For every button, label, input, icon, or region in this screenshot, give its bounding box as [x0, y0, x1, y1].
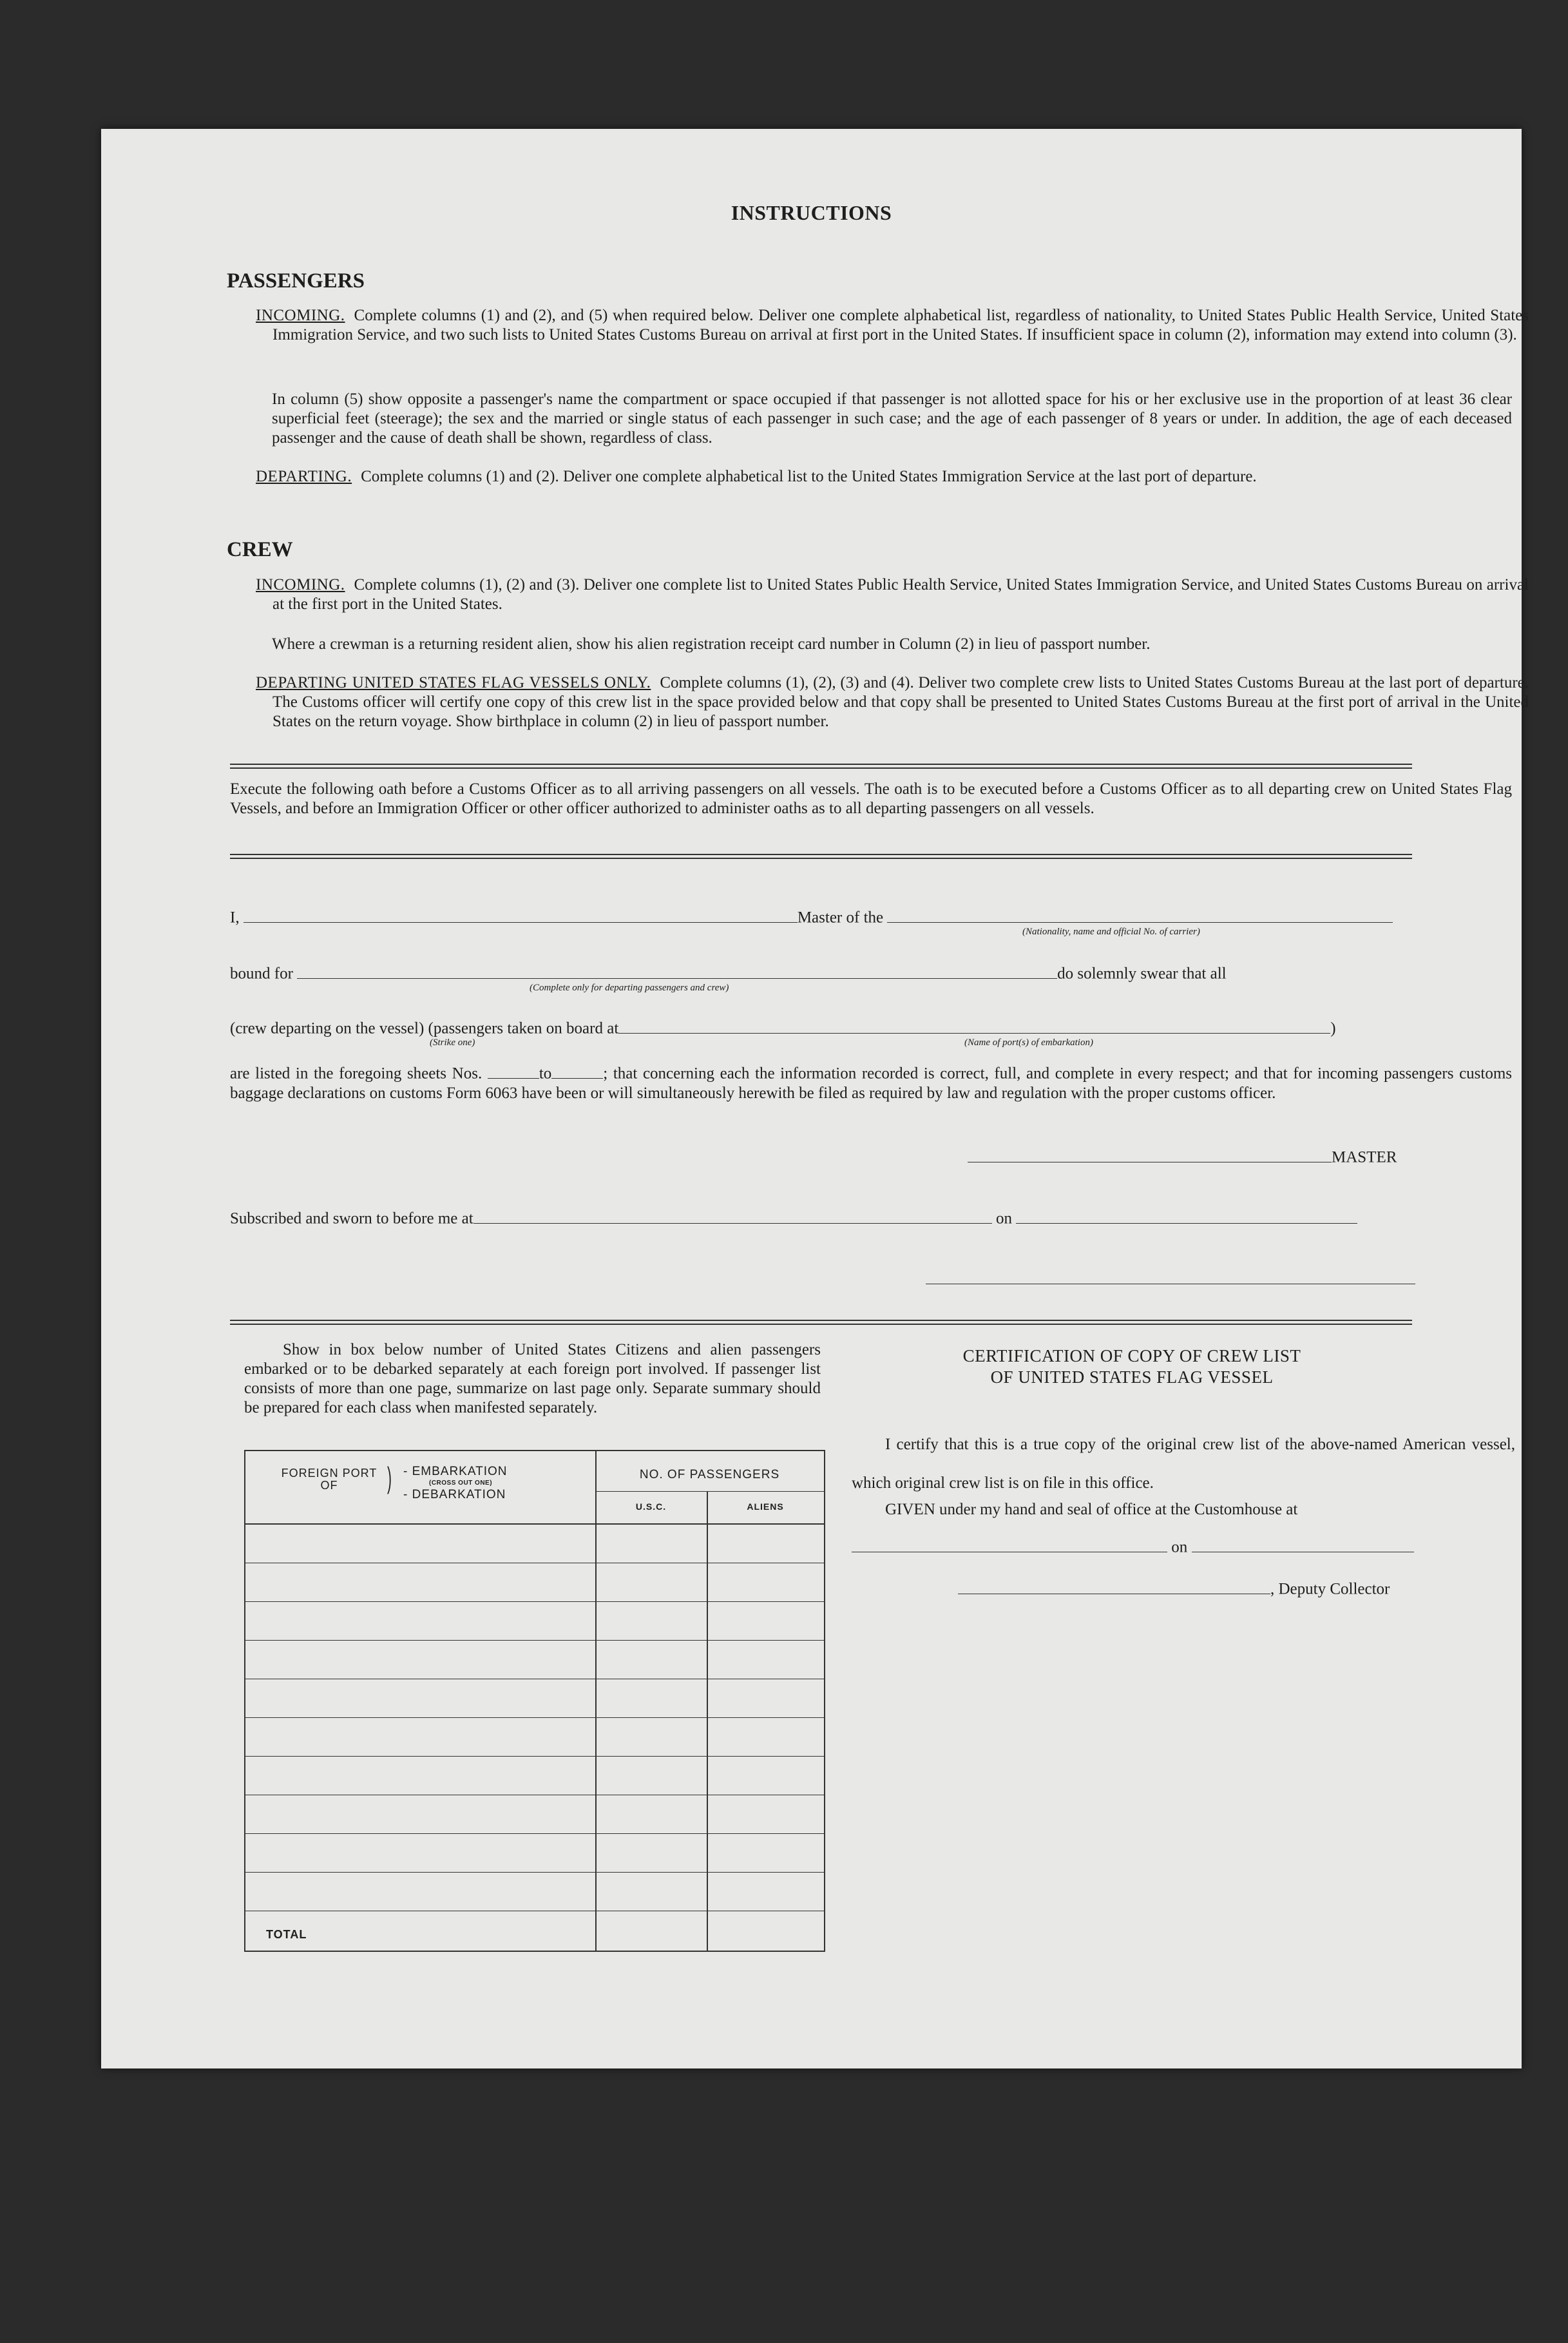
- carrier-field[interactable]: [887, 907, 1393, 923]
- table-row[interactable]: [245, 1640, 824, 1641]
- oath-embark-line: [230, 1018, 1512, 1039]
- sheet-from-field[interactable]: [488, 1063, 539, 1079]
- passengers-incoming-label: INCOMING.: [256, 307, 345, 324]
- table-row[interactable]: [245, 1833, 824, 1834]
- nationality-caption: (Nationality, name and official No. of carrier): [1022, 927, 1200, 937]
- passengers-incoming-text: Complete columns (1) and (2), and (5) when required below. Deliver one complete alphabetical list, regardless of nationality, to United States Public Health Service, United States Immigration Service, and two such lists to United States Customs Bureau on arrival at first port in the United States. If insufficient space in column (2), information may extend into column (3).: [272, 307, 1529, 343]
- total-label: TOTAL: [266, 1928, 307, 1941]
- oath-bound-line: [230, 963, 1512, 984]
- listed-prefix: are listed in the foregoing sheets Nos.: [230, 1065, 483, 1083]
- oath-master-of: Master of the: [797, 909, 884, 927]
- subscribed-label: Subscribed and sworn to before me at: [230, 1210, 473, 1228]
- close-paren: ): [1330, 1019, 1336, 1037]
- complete-caption: (Complete only for departing passengers and crew): [530, 983, 729, 993]
- no-passengers-header: NO. OF PASSENGERS: [639, 1468, 780, 1481]
- listed-rest: ; that concerning each the information recorded is correct, full, and complete in every respect; and that for incoming passengers customs baggage declarations on customs Form 6063 have been or will simultaneously herewith be filed as required by law and regulation with the proper customs officer.: [230, 1065, 1513, 1102]
- table-row[interactable]: [245, 1756, 824, 1757]
- passengers-subheader-line: [595, 1491, 824, 1492]
- crew-departing-option[interactable]: (crew departing on the vessel): [230, 1019, 425, 1037]
- crew-resident-paragraph: Where a crewman is a returning resident alien, show his alien registration receipt card number in Column (2) in lieu of passport number.: [272, 635, 1151, 653]
- summary-instructions: Show in box below number of United States Citizens and alien passengers embarked or to be debarked separately at each foreign port involved. If passenger list consists of more than one page, summarize on last page only. Separate summary should be prepared for each class when manifested separately.: [244, 1341, 821, 1416]
- master-name-field[interactable]: [244, 907, 798, 923]
- section-divider: [230, 764, 1412, 769]
- certification-title-line1: CERTIFICATION OF COPY OF CREW LIST: [962, 1346, 1301, 1365]
- crew-departing-label: DEPARTING UNITED STATES FLAG VESSELS ONLY.: [256, 674, 651, 691]
- certification-text: I certify that this is a true copy of the original crew list of the above-named American vessel, which original crew list is on file in this office.: [852, 1436, 1515, 1492]
- oath-bound-for: bound for: [230, 965, 293, 983]
- sheet-to-field[interactable]: [551, 1063, 603, 1079]
- crew-incoming-paragraph: [256, 575, 1529, 614]
- brace-icon: ): [387, 1461, 392, 1494]
- page-title: INSTRUCTIONS: [731, 201, 892, 224]
- oath-master-line: [230, 907, 1512, 928]
- certification-on-label: on: [1171, 1538, 1188, 1556]
- oath-i-label: I,: [230, 909, 240, 927]
- deputy-signature-field[interactable]: [958, 1579, 1270, 1594]
- certification-given: GIVEN under my hand and seal of office at the Customhouse at: [885, 1501, 1298, 1518]
- oath-intro: Execute the following oath before a Customs Officer as to all arriving passengers on all vessels. The oath is to be executed before a Customs Officer as to all departing crew on United States Flag Vessels, and before an Immigration Officer or other officer authorized to administer oaths as to all departing passengers on all vessels.: [230, 780, 1512, 817]
- passengers-departing-paragraph: [256, 467, 1529, 487]
- usc-aliens-divider: [707, 1491, 708, 1951]
- summary-divider: [230, 1320, 1412, 1325]
- table-row[interactable]: [245, 1601, 824, 1602]
- passengers-departing-label: DEPARTING.: [256, 468, 352, 485]
- master-signature-field[interactable]: [968, 1147, 1332, 1162]
- passengers-incoming-paragraph: [256, 306, 1529, 345]
- destination-field[interactable]: [297, 963, 1057, 979]
- strike-one-caption: (Strike one): [430, 1037, 475, 1048]
- master-signature-line: [968, 1147, 1397, 1168]
- crew-incoming-text: Complete columns (1), (2) and (3). Deliver one complete list to United States Public Health Service, United States Immigration Service, and United States Customs Bureau on arrival at the first port in the United States.: [272, 576, 1529, 613]
- oath-listed-paragraph: [230, 1063, 1512, 1103]
- crew-incoming-label: INCOMING.: [256, 576, 345, 593]
- certification-title-line2: OF UNITED STATES FLAG VESSEL: [990, 1367, 1274, 1387]
- passengers-taken-option[interactable]: (passengers taken on board at: [428, 1019, 619, 1037]
- oath-divider: [230, 854, 1412, 859]
- subscribed-line: [230, 1208, 1512, 1229]
- port-column-divider: [595, 1451, 597, 1951]
- document-page: [101, 129, 1529, 2068]
- aliens-header: ALIENS: [747, 1501, 784, 1512]
- listed-to: to: [539, 1065, 552, 1083]
- embarkation-ports-field[interactable]: [618, 1018, 1330, 1034]
- customhouse-field[interactable]: [852, 1537, 1167, 1552]
- certification-date-field[interactable]: [1192, 1537, 1414, 1552]
- sworn-date-field[interactable]: [1016, 1208, 1357, 1224]
- passengers-column5-paragraph: In column (5) show opposite a passenger's name the compartment or space occupied if that passenger is not allotted space for his or her exclusive use in the proportion of at least 36 clear superficial feet (steerage); the sex and the married or single status of each passenger in such case; and the age of each passenger of 8 years or under. In addition, the age of each deceased passenger and the cause of death shall be shown, regardless of class.: [272, 391, 1512, 447]
- embarkation-header: - EMBARKATION: [403, 1465, 508, 1478]
- crew-departing-text: Complete columns (1), (2), (3) and (4). Deliver two complete crew lists to United States Customs Bureau at the last port of departure. The Customs officer will certify one copy of this crew list in the space provided below and that copy shall be presented to United States Customs Bureau at the first port of arrival in the United States on the return voyage. Show birthplace in column (2) in lieu of passport number.: [272, 674, 1529, 730]
- passenger-summary-table: [244, 1450, 825, 1952]
- deputy-collector-line: [852, 1579, 1515, 1599]
- deputy-label: , Deputy Collector: [1270, 1580, 1390, 1598]
- passengers-departing-text: Complete columns (1) and (2). Deliver one complete alphabetical list to the United States Immigration Service at the last port of departure.: [361, 468, 1257, 485]
- crew-departing-paragraph: [256, 673, 1529, 731]
- cross-out-note: (CROSS OUT ONE): [429, 1480, 493, 1487]
- certification-title: [836, 1345, 1428, 1388]
- sworn-place-field[interactable]: [473, 1208, 992, 1224]
- crew-heading: CREW: [227, 538, 293, 561]
- ports-caption: (Name of port(s) of embarkation): [964, 1037, 1093, 1048]
- master-label: MASTER: [1332, 1148, 1397, 1166]
- table-row[interactable]: [245, 1872, 824, 1873]
- table-row[interactable]: [245, 1717, 824, 1718]
- sworn-on-label: on: [995, 1210, 1012, 1228]
- usc-header: U.S.C.: [635, 1501, 667, 1512]
- debarkation-header: - DEBARKATION: [403, 1488, 506, 1501]
- passengers-heading: PASSENGERS: [227, 269, 365, 293]
- certification-date-line: [852, 1537, 1515, 1557]
- foreign-port-header: FOREIGN PORT OF: [281, 1467, 378, 1492]
- oath-swear: do solemnly swear that all: [1057, 965, 1227, 983]
